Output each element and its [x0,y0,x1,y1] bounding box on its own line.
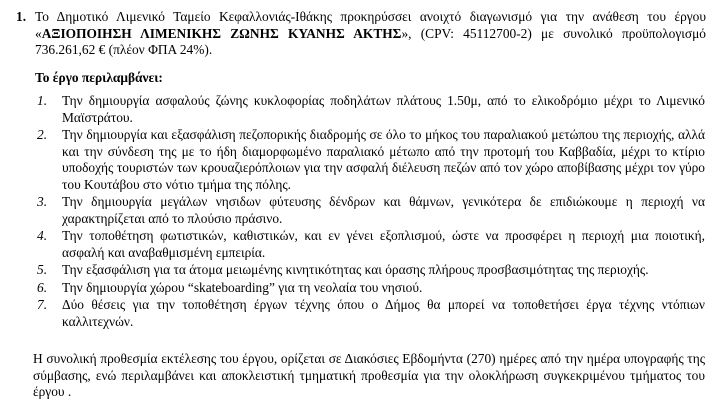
list-item-text: Την δημιουργία και εξασφάλιση πεζοπορικής διαδρομής σε όλο το μήκος του παραλιακού μετώπου της περιοχής, αλλά και την σύνδεση της με το ήδη διαμορφωμένο παραλιακό μέτωπο από την προτομή του Καββαδία, μέχρι το κτίριο υποδοχής τουριστών των κρουαζιερόπλοιων για την ασφαλή διέλευση πεζών από τον χώρο αποβίβασης μέχρι τον γύρο του Κουτάβου στο νότιο τμήμα της πόλης. [62,127,705,192]
list-item-number: 7. [37,297,48,312]
intro-text-before: Το Δημοτικό Λιμενικό Ταμείο Κεφαλλονιάς-Ιθάκης προκηρύσσει ανοιχτό διαγωνισμό για την ανάθεση του έργου « [35,9,706,41]
list-item-text: Την εξασφάλιση για τα άτομα μειωμένης κινητικότητας και όρασης πλήρους προσβασιμότητας της περιοχής. [62,262,649,277]
list-item [37,280,705,297]
list-item [37,127,705,193]
list-item-number: 1. [37,93,48,108]
list-item-number: 6. [37,279,48,295]
list-item [37,262,705,279]
list-item-number: 2. [37,127,48,142]
intro-paragraph [16,9,706,59]
scope-heading: Το έργο περιλαμβάνει: [35,70,163,85]
list-item [37,297,705,330]
closing-paragraph: Η συνολική προθεσμία εκτέλεσης του έργου, ορίζεται σε Διακόσιες Εβδομήντα (270) ημέρες από την ημέρα υπογραφής της σύμβασης, ενώ περιλαμβάνει και αποκλειστική τμηματική προθεσμία για την ολοκλήρωση συγκεκριμένου τμήματος του έργου . [33,351,705,399]
list-item-text: Δύο θέσεις για την τοποθέτηση έργων τέχνης όπου ο Δήμος θα μπορεί να τοποθετήσει έργα τέχνης ντόπιων καλλιτεχνών. [62,297,705,329]
list-item-text: Την δημιουργία ασφαλούς ζώνης κυκλοφορίας ποδηλάτων πλάτους 1.50μ, από το ελικοδρόμιο μέχρι το Λιμενικό Μαϊστράτου. [62,93,705,125]
list-item-text: Την τοποθέτηση φωτιστικών, καθιστικών, και εν γένει εξοπλισμού, ώστε να προσφέρει η περιοχή μια ποιοτική, ασφαλή και αναβαθμισμένη εμπειρία. [62,228,705,260]
project-title: ΑΞΙΟΠΟΙΗΣΗ ΛΙΜΕΝΙΚΗΣ ΖΩΝΗΣ ΚΥΑΝΗΣ ΑΚΤΗΣ [41,25,402,41]
intro-number: 1. [16,9,27,24]
list-item [37,228,705,261]
list-item-number: 3. [37,194,48,209]
scope-list [37,93,705,331]
list-item-text: Την δημιουργία μεγάλων νησιδων φύτευσης δένδρων και θάμνων, γενικότερα δε επιδιώκουμε η περιοχή να χαρακτηρίζεται από το πλούσιο πράσινο. [62,194,705,226]
list-item-number: 4. [37,228,48,243]
list-item [37,194,705,227]
intro-text [35,9,706,59]
list-item [37,93,705,126]
intro-text-after: », (CPV: 45112700-2) με συνολικό προϋπολογισμό 736.261,62 € (πλέον ΦΠΑ 24%). [35,25,706,57]
list-item-number: 5. [37,262,48,277]
list-item-text: Την δημιουργία χώρου “skateboarding” για τη νεολαία του νησιού. [62,279,423,295]
